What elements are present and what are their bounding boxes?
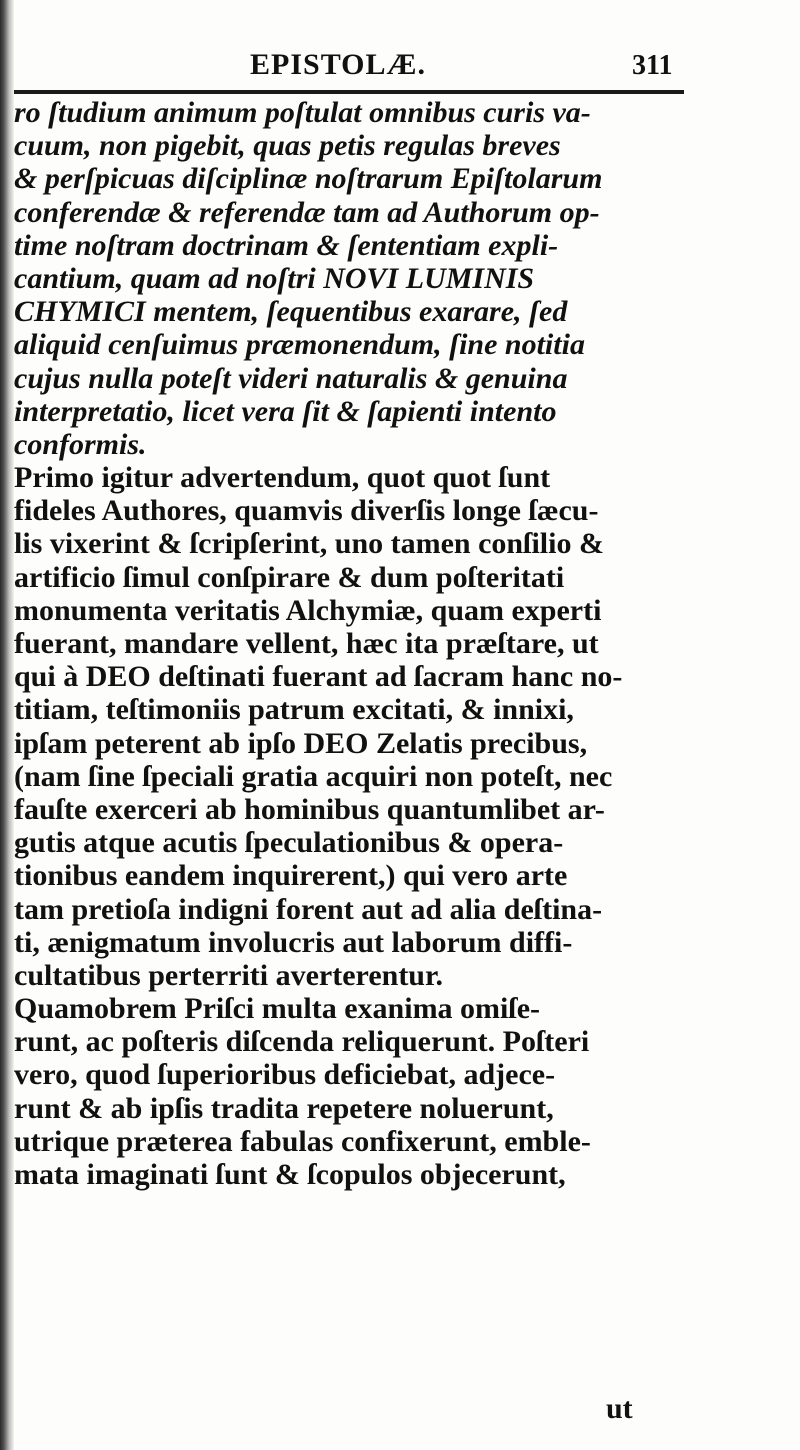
text-line: Quamobrem Priſci multa exanima omiſe- — [14, 992, 541, 1026]
running-title: EPISTOLÆ. — [250, 48, 427, 81]
page-number: 311 — [632, 50, 673, 81]
catchword: ut — [606, 1392, 633, 1425]
text-line: runt & ab ipſis tradita repetere noluerunt, — [14, 1091, 554, 1125]
text-line: fauſte exerceri ab hominibus quantumlibet ar- — [14, 792, 605, 826]
page-spine-shadow — [0, 0, 14, 1450]
text-line: gutis atque acutis ſpeculationibus & opera- — [14, 826, 564, 860]
text-line: time noſtram doctrinam & ſententiam expli- — [14, 228, 559, 262]
body-text — [14, 96, 704, 1191]
text-line: aliquid cenſuimus præmonendum, ſine notitia — [14, 328, 585, 362]
text-line: utrique præterea fabulas confixerunt, emble- — [14, 1124, 591, 1158]
text-line: vero, quod ſuperioribus deficiebat, adjece- — [14, 1058, 556, 1092]
text-line: monumenta veritatis Alchymiæ, quam experti — [14, 593, 602, 627]
text-line: cantium, quam ad noſtri NOVI LUMINIS — [14, 261, 535, 295]
text-line: cujus nulla poteſt videri naturalis & genuina — [14, 361, 568, 395]
running-head — [0, 48, 800, 88]
text-line: ro ſtudium animum poſtulat omnibus curis va- — [14, 96, 591, 129]
text-line: ipſam peterent ab ipſo DEO Zelatis precibus, — [14, 726, 588, 760]
text-line: cultatibus perterriti averterentur. — [14, 958, 444, 992]
text-line: runt, ac poſteris diſcenda reliquerunt. Poſteri — [14, 1025, 590, 1059]
text-line: fuerant, mandare vellent, hæc ita præſtare, ut — [14, 627, 599, 660]
text-line: tam pretioſa indigni forent aut ad alia deſtina- — [14, 892, 603, 926]
text-line: & perſpicuas diſciplinæ noſtrarum Epiſtolarum — [14, 162, 603, 196]
text-line: lis vixerint & ſcripſerint, uno tamen conſilio & — [14, 527, 604, 561]
text-line: conformis. — [14, 427, 147, 461]
text-line: artificio ſimul conſpirare & dum poſteritati — [14, 560, 565, 594]
text-line: (nam ſine ſpeciali gratia acquiri non poteſt, nec — [14, 759, 613, 793]
text-line: CHYMICI mentem, ſequentibus exarare, ſed — [14, 295, 568, 329]
text-line: qui à DEO deſtinati fuerant ad ſacram hanc no- — [14, 660, 623, 694]
text-line: Primo igitur advertendum, quot quot ſunt — [14, 461, 551, 495]
text-line: mata imaginati ſunt & ſcopulos objecerunt, — [14, 1158, 566, 1191]
text-line: interpretatio, licet vera ſit & ſapienti intento — [14, 394, 557, 428]
text-line: titiam, teſtimoniis patrum excitati, & innixi, — [14, 693, 574, 727]
text-line: fideles Authores, quamvis diverſis longe ſæcu- — [14, 494, 599, 528]
text-line: tionibus eandem inquirerent,) qui vero arte — [14, 859, 568, 893]
header-rule — [14, 90, 684, 94]
text-line: cuum, non pigebit, quas petis regulas breves — [14, 129, 561, 163]
text-line: ti, ænigmatum involucris aut laborum diffi- — [14, 925, 573, 959]
text-line: conferendæ & referendæ tam ad Authorum op- — [14, 195, 600, 229]
